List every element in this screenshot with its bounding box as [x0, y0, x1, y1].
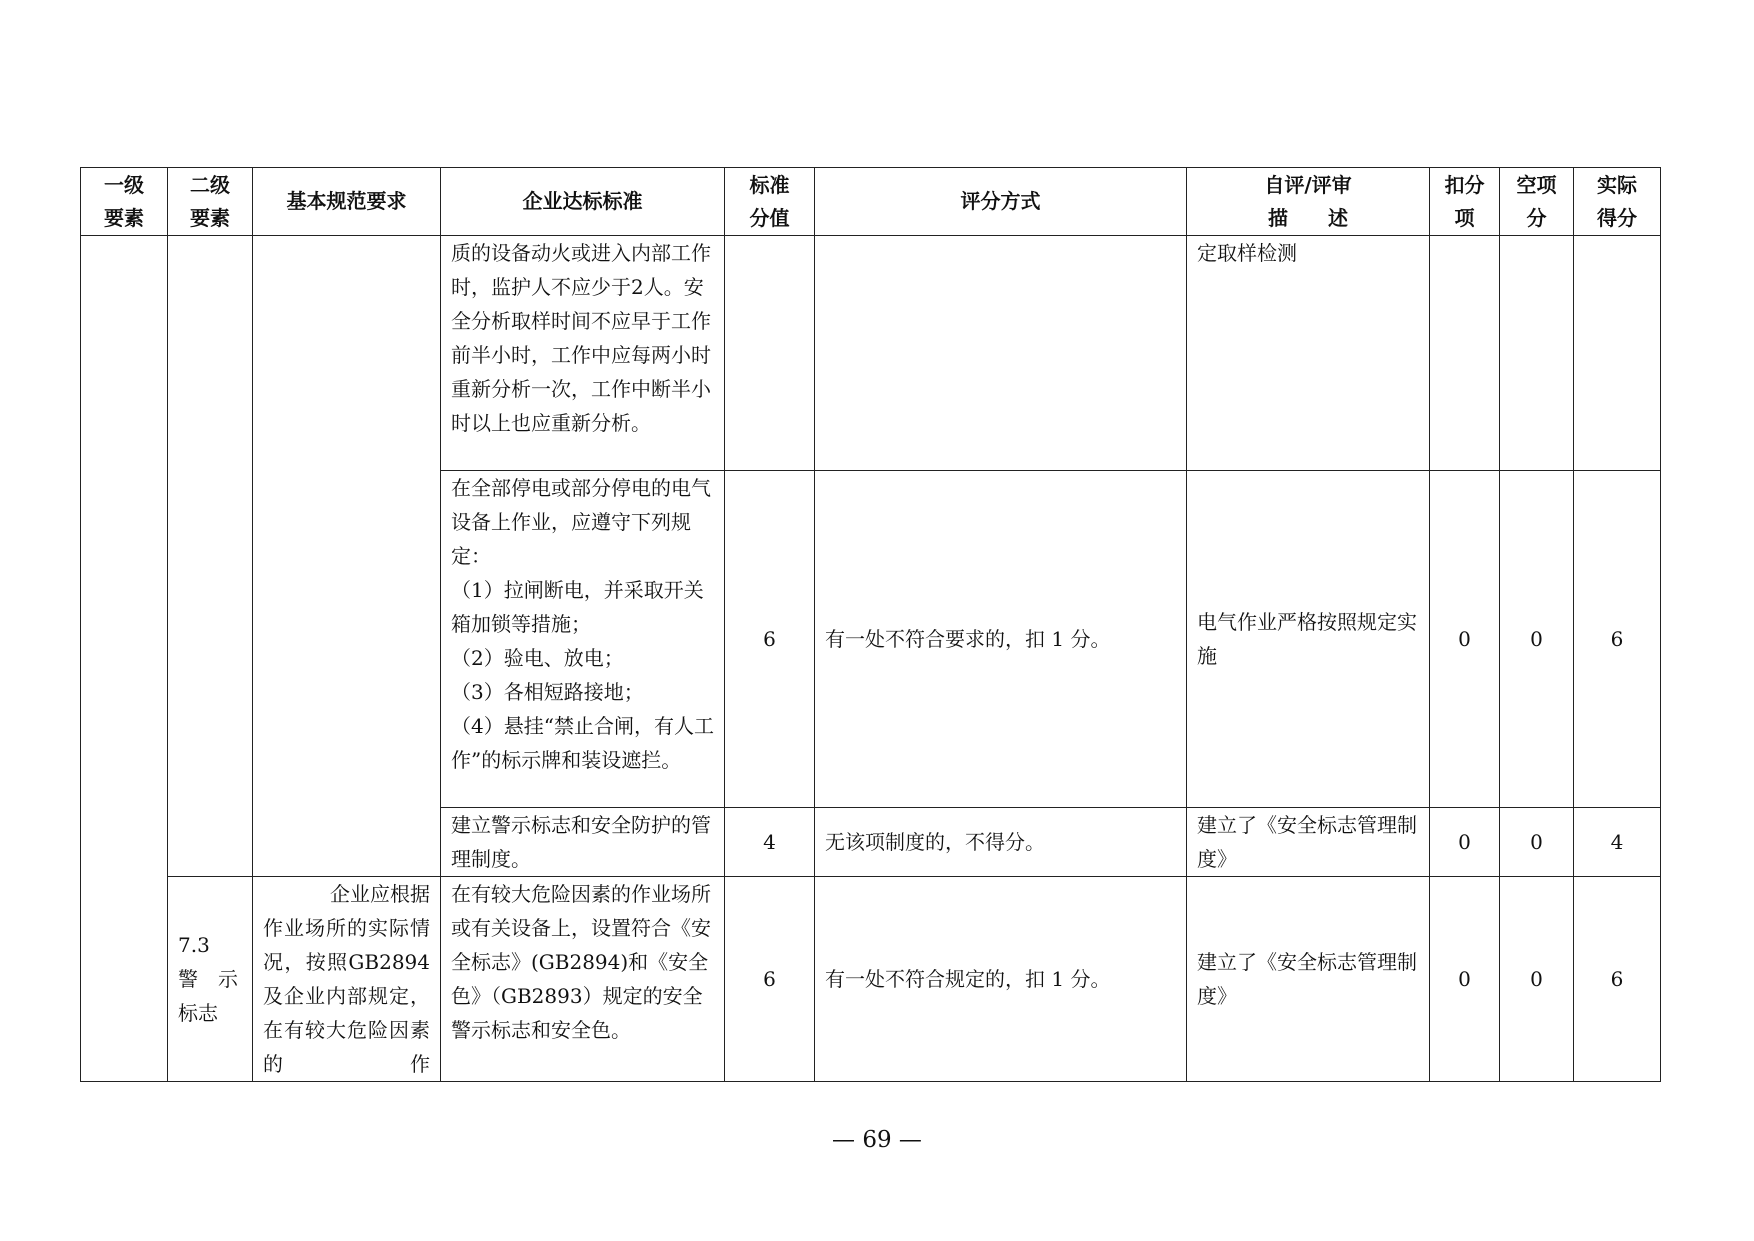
page-number: — 69 — [832, 1127, 922, 1153]
score-cell: 6 [725, 877, 815, 1082]
table-row [81, 877, 1661, 1082]
header-empty: 空项 分 [1500, 168, 1574, 236]
empty-cell [1500, 236, 1574, 471]
deduction-cell: 0 [1430, 808, 1500, 877]
level2-name-part2: 标志 [178, 1001, 218, 1025]
standard-cell: 在全部停电或部分停电的电气设备上作业，应遵守下列规定： （1）拉闸断电，并采取开关箱加锁等措施； （2）验电、放电； （3）各相短路接地； （4）悬挂“禁止合闸，有人工作”的标示牌和装设遮拦。 [441, 471, 725, 808]
deduction-cell: 0 [1430, 877, 1500, 1082]
method-cell: 有一处不符合规定的，扣 1 分。 [815, 877, 1187, 1082]
header-row [81, 168, 1661, 236]
method-cell: 有一处不符合要求的，扣 1 分。 [815, 471, 1187, 808]
header-method: 评分方式 [815, 168, 1187, 236]
table-row [81, 236, 1661, 471]
header-actual: 实际 得分 [1574, 168, 1661, 236]
actual-cell: 6 [1574, 471, 1661, 808]
requirement-text: 作业场所的实际情况，按照GB2894及企业内部规定，在有较大危险因素的作 [263, 916, 430, 1076]
evaluation-table [80, 167, 1661, 1082]
description-cell: 定取样检测 [1187, 236, 1430, 471]
level2-number: 7.3 [178, 933, 210, 957]
requirement-first-line: 企业应根据 [330, 882, 430, 906]
header-level1: 一级 要素 [81, 168, 168, 236]
standard-cell: 质的设备动火或进入内部工作时，监护人不应少于2人。安全分析取样时间不应早于工作前半小时，工作中应每两小时重新分析一次，工作中断半小时以上也应重新分析。 [441, 236, 725, 471]
header-description: 自评/评审 描 述 [1187, 168, 1430, 236]
requirement-cell [253, 877, 441, 1082]
level2-name-part1: 警 示 [178, 967, 238, 991]
score-cell: 4 [725, 808, 815, 877]
description-cell: 建立了《安全标志管理制度》 [1187, 877, 1430, 1082]
empty-cell: 0 [1500, 808, 1574, 877]
empty-cell: 0 [1500, 877, 1574, 1082]
header-score: 标准 分值 [725, 168, 815, 236]
level2-cell [168, 236, 253, 877]
level1-cell [81, 236, 168, 1082]
actual-cell [1574, 236, 1661, 471]
actual-cell: 4 [1574, 808, 1661, 877]
description-cell: 建立了《安全标志管理制度》 [1187, 808, 1430, 877]
header-requirement: 基本规范要求 [253, 168, 441, 236]
deduction-cell: 0 [1430, 471, 1500, 808]
header-deduction: 扣分 项 [1430, 168, 1500, 236]
standard-cell: 建立警示标志和安全防护的管理制度。 [441, 808, 725, 877]
score-cell: 6 [725, 471, 815, 808]
actual-cell: 6 [1574, 877, 1661, 1082]
deduction-cell [1430, 236, 1500, 471]
header-level2: 二级 要素 [168, 168, 253, 236]
header-standard: 企业达标标准 [441, 168, 725, 236]
description-cell: 电气作业严格按照规定实施 [1187, 471, 1430, 808]
method-cell: 无该项制度的，不得分。 [815, 808, 1187, 877]
level2-cell [168, 877, 253, 1082]
score-cell [725, 236, 815, 471]
method-cell [815, 236, 1187, 471]
empty-cell: 0 [1500, 471, 1574, 808]
standard-cell: 在有较大危险因素的作业场所或有关设备上，设置符合《安全标志》(GB2894)和《安全色》（GB2893）规定的安全警示标志和安全色。 [441, 877, 725, 1082]
requirement-cell [253, 236, 441, 877]
